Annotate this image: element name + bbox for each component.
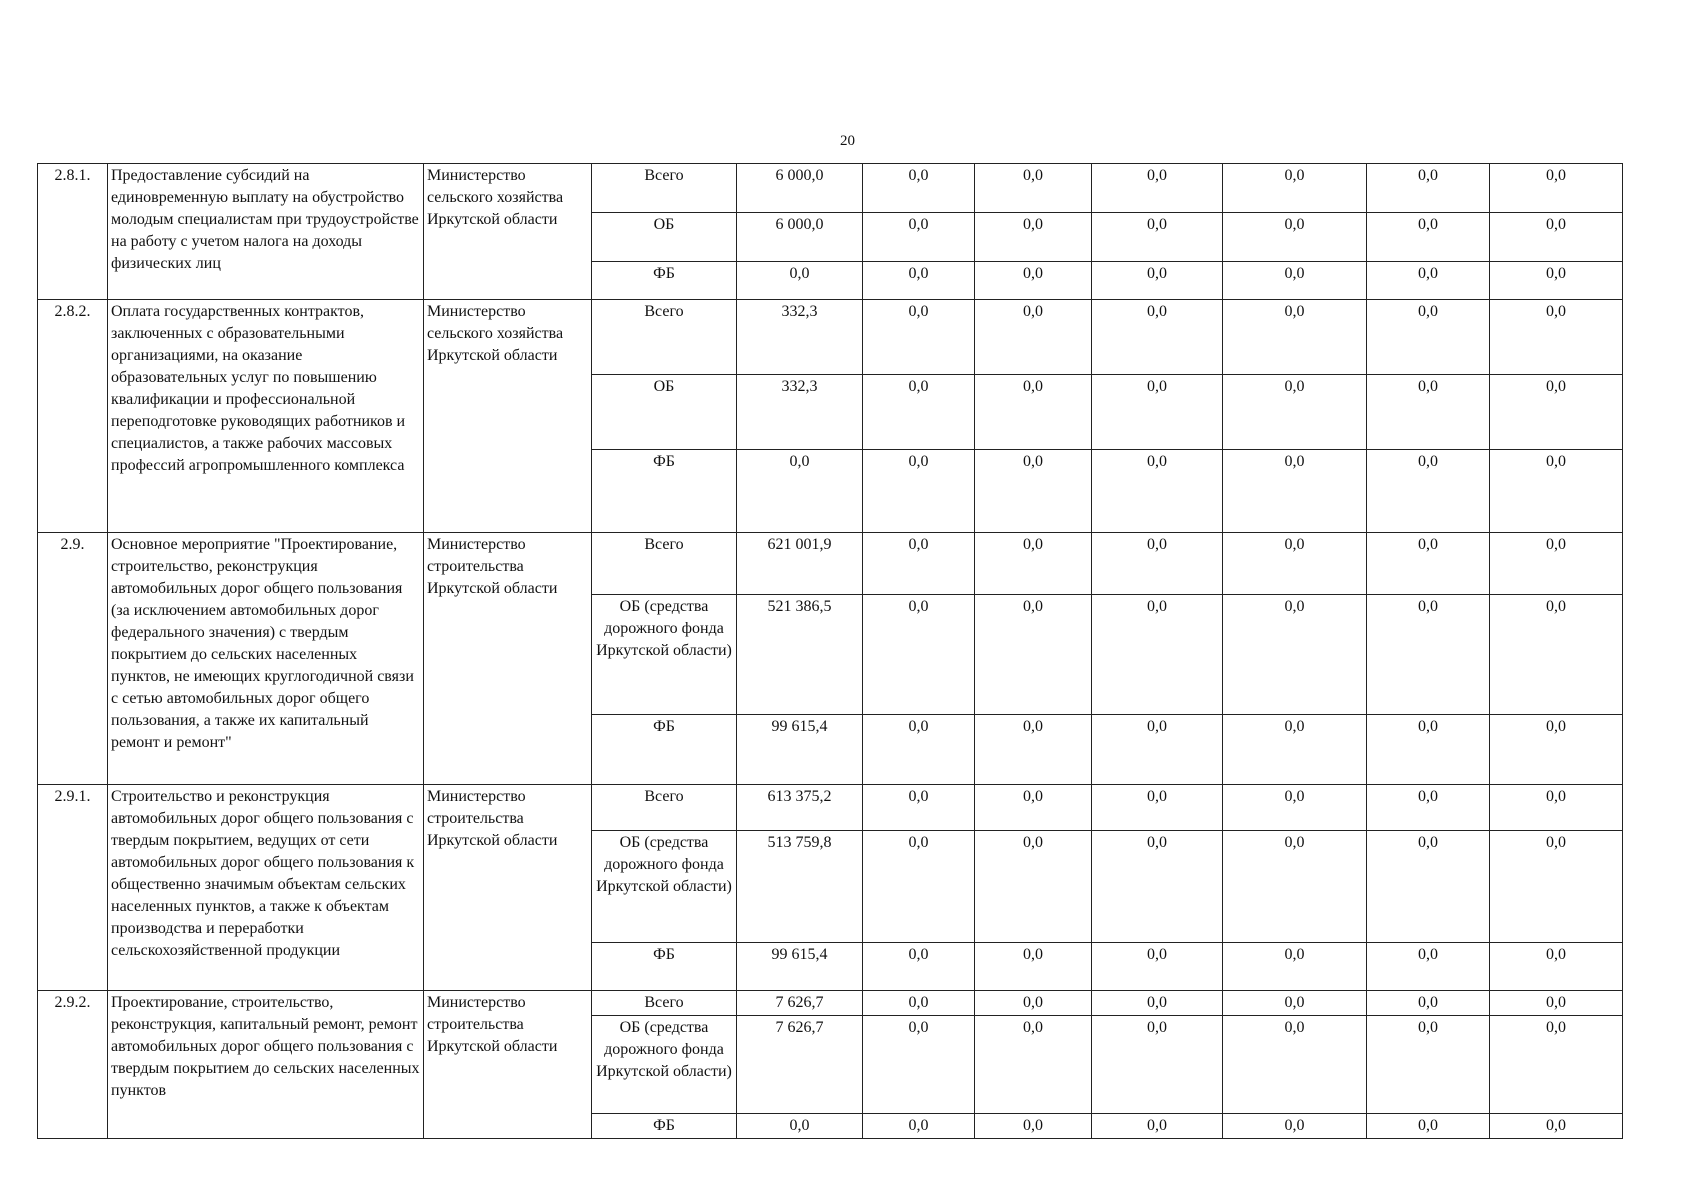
year-value-cell: 0,0 bbox=[1490, 262, 1623, 300]
funding-source: ФБ bbox=[592, 715, 737, 785]
year-value-cell: 0,0 bbox=[1490, 300, 1623, 375]
year-value-cell: 0,0 bbox=[1367, 213, 1490, 262]
item-number: 2.9.1. bbox=[38, 785, 108, 991]
year-value-cell: 0,0 bbox=[1223, 375, 1367, 450]
year-value-cell: 0,0 bbox=[1367, 943, 1490, 991]
total-value-cell: 99 615,4 bbox=[737, 943, 863, 991]
year-value-cell: 0,0 bbox=[863, 213, 975, 262]
responsible-organization: Министерство строительства Иркутской области bbox=[424, 991, 592, 1139]
year-value-cell: 0,0 bbox=[1092, 943, 1223, 991]
year-value-cell: 0,0 bbox=[1223, 533, 1367, 595]
year-value-cell: 0,0 bbox=[1223, 450, 1367, 533]
year-value-cell: 0,0 bbox=[975, 831, 1092, 943]
year-value-cell: 0,0 bbox=[1092, 164, 1223, 213]
total-value-cell: 332,3 bbox=[737, 375, 863, 450]
year-value-cell: 0,0 bbox=[1092, 831, 1223, 943]
item-number: 2.8.1. bbox=[38, 164, 108, 300]
year-value-cell: 0,0 bbox=[863, 785, 975, 831]
total-value-cell: 332,3 bbox=[737, 300, 863, 375]
year-value-cell: 0,0 bbox=[975, 533, 1092, 595]
year-value-cell: 0,0 bbox=[863, 164, 975, 213]
funding-source: ФБ bbox=[592, 1114, 737, 1139]
funding-source: Всего bbox=[592, 300, 737, 375]
year-value-cell: 0,0 bbox=[975, 1114, 1092, 1139]
funding-source: ФБ bbox=[592, 450, 737, 533]
year-value-cell: 0,0 bbox=[1367, 262, 1490, 300]
year-value-cell: 0,0 bbox=[1367, 450, 1490, 533]
funding-source: ОБ bbox=[592, 375, 737, 450]
year-value-cell: 0,0 bbox=[1490, 831, 1623, 943]
year-value-cell: 0,0 bbox=[1490, 533, 1623, 595]
year-value-cell: 0,0 bbox=[1223, 1114, 1367, 1139]
year-value-cell: 0,0 bbox=[1092, 262, 1223, 300]
year-value-cell: 0,0 bbox=[1367, 991, 1490, 1016]
year-value-cell: 0,0 bbox=[975, 595, 1092, 715]
responsible-organization: Министерство сельского хозяйства Иркутской области bbox=[424, 164, 592, 300]
year-value-cell: 0,0 bbox=[863, 262, 975, 300]
year-value-cell: 0,0 bbox=[863, 533, 975, 595]
year-value-cell: 0,0 bbox=[975, 943, 1092, 991]
year-value-cell: 0,0 bbox=[1092, 300, 1223, 375]
year-value-cell: 0,0 bbox=[1223, 164, 1367, 213]
year-value-cell: 0,0 bbox=[1367, 715, 1490, 785]
table-row bbox=[38, 533, 1623, 595]
total-value-cell: 0,0 bbox=[737, 262, 863, 300]
year-value-cell: 0,0 bbox=[1367, 164, 1490, 213]
year-value-cell: 0,0 bbox=[1367, 785, 1490, 831]
funding-source: ОБ (средства дорожного фонда Иркутской области) bbox=[592, 1016, 737, 1114]
year-value-cell: 0,0 bbox=[863, 595, 975, 715]
total-value-cell: 621 001,9 bbox=[737, 533, 863, 595]
total-value-cell: 6 000,0 bbox=[737, 213, 863, 262]
funding-source: Всего bbox=[592, 785, 737, 831]
year-value-cell: 0,0 bbox=[863, 715, 975, 785]
year-value-cell: 0,0 bbox=[1367, 533, 1490, 595]
year-value-cell: 0,0 bbox=[975, 164, 1092, 213]
year-value-cell: 0,0 bbox=[863, 943, 975, 991]
year-value-cell: 0,0 bbox=[863, 991, 975, 1016]
year-value-cell: 0,0 bbox=[863, 831, 975, 943]
table-row bbox=[38, 991, 1623, 1016]
year-value-cell: 0,0 bbox=[863, 375, 975, 450]
item-description: Проектирование, строительство, реконструкция, капитальный ремонт, ремонт автомобильных дорог общего пользования с твердым покрытием до сельских населенных пунктов bbox=[108, 991, 424, 1139]
table-row bbox=[38, 785, 1623, 831]
year-value-cell: 0,0 bbox=[1490, 715, 1623, 785]
total-value-cell: 0,0 bbox=[737, 1114, 863, 1139]
total-value-cell: 7 626,7 bbox=[737, 991, 863, 1016]
year-value-cell: 0,0 bbox=[1092, 533, 1223, 595]
total-value-cell: 99 615,4 bbox=[737, 715, 863, 785]
year-value-cell: 0,0 bbox=[863, 1016, 975, 1114]
year-value-cell: 0,0 bbox=[1223, 991, 1367, 1016]
year-value-cell: 0,0 bbox=[1490, 595, 1623, 715]
year-value-cell: 0,0 bbox=[975, 1016, 1092, 1114]
year-value-cell: 0,0 bbox=[975, 715, 1092, 785]
year-value-cell: 0,0 bbox=[1092, 595, 1223, 715]
year-value-cell: 0,0 bbox=[1490, 785, 1623, 831]
year-value-cell: 0,0 bbox=[1490, 1016, 1623, 1114]
year-value-cell: 0,0 bbox=[1490, 213, 1623, 262]
year-value-cell: 0,0 bbox=[975, 450, 1092, 533]
funding-source: ФБ bbox=[592, 262, 737, 300]
item-description: Основное мероприятие "Проектирование, строительство, реконструкция автомобильных дорог общего пользования (за исключением автомобильных дорог федерального значения) с твердым покрытием до сельских населенных пунктов, не имеющих круглогодичной связи с сетью автомобильных дорог общего пользования, а также их капитальный ремонт и ремонт" bbox=[108, 533, 424, 785]
year-value-cell: 0,0 bbox=[1367, 831, 1490, 943]
year-value-cell: 0,0 bbox=[975, 213, 1092, 262]
item-number: 2.9.2. bbox=[38, 991, 108, 1139]
year-value-cell: 0,0 bbox=[975, 785, 1092, 831]
table-row bbox=[38, 164, 1623, 213]
item-description: Оплата государственных контрактов, заключенных с образовательными организациями, на оказание образовательных услуг по повышению квалификации и профессиональной переподготовке руководящих работников и специалистов, а также рабочих массовых профессий агропромышленного комплекса bbox=[108, 300, 424, 533]
year-value-cell: 0,0 bbox=[975, 300, 1092, 375]
year-value-cell: 0,0 bbox=[1367, 1016, 1490, 1114]
funding-source: ОБ (средства дорожного фонда Иркутской области) bbox=[592, 831, 737, 943]
total-value-cell: 6 000,0 bbox=[737, 164, 863, 213]
year-value-cell: 0,0 bbox=[863, 450, 975, 533]
year-value-cell: 0,0 bbox=[1092, 785, 1223, 831]
year-value-cell: 0,0 bbox=[1490, 450, 1623, 533]
year-value-cell: 0,0 bbox=[1223, 300, 1367, 375]
total-value-cell: 513 759,8 bbox=[737, 831, 863, 943]
responsible-organization: Министерство сельского хозяйства Иркутской области bbox=[424, 300, 592, 533]
funding-source: ОБ bbox=[592, 213, 737, 262]
funding-source: Всего bbox=[592, 533, 737, 595]
responsible-organization: Министерство строительства Иркутской области bbox=[424, 785, 592, 991]
funding-source: ОБ (средства дорожного фонда Иркутской области) bbox=[592, 595, 737, 715]
year-value-cell: 0,0 bbox=[1367, 300, 1490, 375]
year-value-cell: 0,0 bbox=[1490, 164, 1623, 213]
year-value-cell: 0,0 bbox=[1092, 375, 1223, 450]
item-description: Предоставление субсидий на единовременную выплату на обустройство молодым специалистам при трудоустройстве на работу с учетом налога на доходы физических лиц bbox=[108, 164, 424, 300]
year-value-cell: 0,0 bbox=[975, 262, 1092, 300]
item-number: 2.9. bbox=[38, 533, 108, 785]
year-value-cell: 0,0 bbox=[1223, 831, 1367, 943]
year-value-cell: 0,0 bbox=[1092, 1114, 1223, 1139]
year-value-cell: 0,0 bbox=[1223, 262, 1367, 300]
funding-source: ФБ bbox=[592, 943, 737, 991]
year-value-cell: 0,0 bbox=[1490, 375, 1623, 450]
year-value-cell: 0,0 bbox=[1223, 213, 1367, 262]
year-value-cell: 0,0 bbox=[1092, 450, 1223, 533]
funding-source: Всего bbox=[592, 991, 737, 1016]
year-value-cell: 0,0 bbox=[1490, 991, 1623, 1016]
year-value-cell: 0,0 bbox=[1490, 1114, 1623, 1139]
year-value-cell: 0,0 bbox=[975, 375, 1092, 450]
year-value-cell: 0,0 bbox=[1490, 943, 1623, 991]
year-value-cell: 0,0 bbox=[1367, 375, 1490, 450]
budget-table bbox=[37, 163, 1623, 1139]
responsible-organization: Министерство строительства Иркутской области bbox=[424, 533, 592, 785]
year-value-cell: 0,0 bbox=[1367, 1114, 1490, 1139]
year-value-cell: 0,0 bbox=[1092, 991, 1223, 1016]
year-value-cell: 0,0 bbox=[1223, 595, 1367, 715]
item-description: Строительство и реконструкция автомобильных дорог общего пользования с твердым покрытием, ведущих от сети автомобильных дорог общего пользования к общественно значимым объектам сельских населенных пунктов, а также к объектам производства и переработки сельскохозяйственной продукции bbox=[108, 785, 424, 991]
year-value-cell: 0,0 bbox=[1223, 785, 1367, 831]
total-value-cell: 7 626,7 bbox=[737, 1016, 863, 1114]
year-value-cell: 0,0 bbox=[1223, 1016, 1367, 1114]
total-value-cell: 0,0 bbox=[737, 450, 863, 533]
item-number: 2.8.2. bbox=[38, 300, 108, 533]
year-value-cell: 0,0 bbox=[863, 1114, 975, 1139]
year-value-cell: 0,0 bbox=[1092, 715, 1223, 785]
year-value-cell: 0,0 bbox=[1223, 943, 1367, 991]
total-value-cell: 521 386,5 bbox=[737, 595, 863, 715]
year-value-cell: 0,0 bbox=[1092, 1016, 1223, 1114]
year-value-cell: 0,0 bbox=[1223, 715, 1367, 785]
table-row bbox=[38, 300, 1623, 375]
year-value-cell: 0,0 bbox=[863, 300, 975, 375]
page-number: 20 bbox=[840, 133, 855, 149]
year-value-cell: 0,0 bbox=[1092, 213, 1223, 262]
total-value-cell: 613 375,2 bbox=[737, 785, 863, 831]
funding-source: Всего bbox=[592, 164, 737, 213]
year-value-cell: 0,0 bbox=[1367, 595, 1490, 715]
year-value-cell: 0,0 bbox=[975, 991, 1092, 1016]
